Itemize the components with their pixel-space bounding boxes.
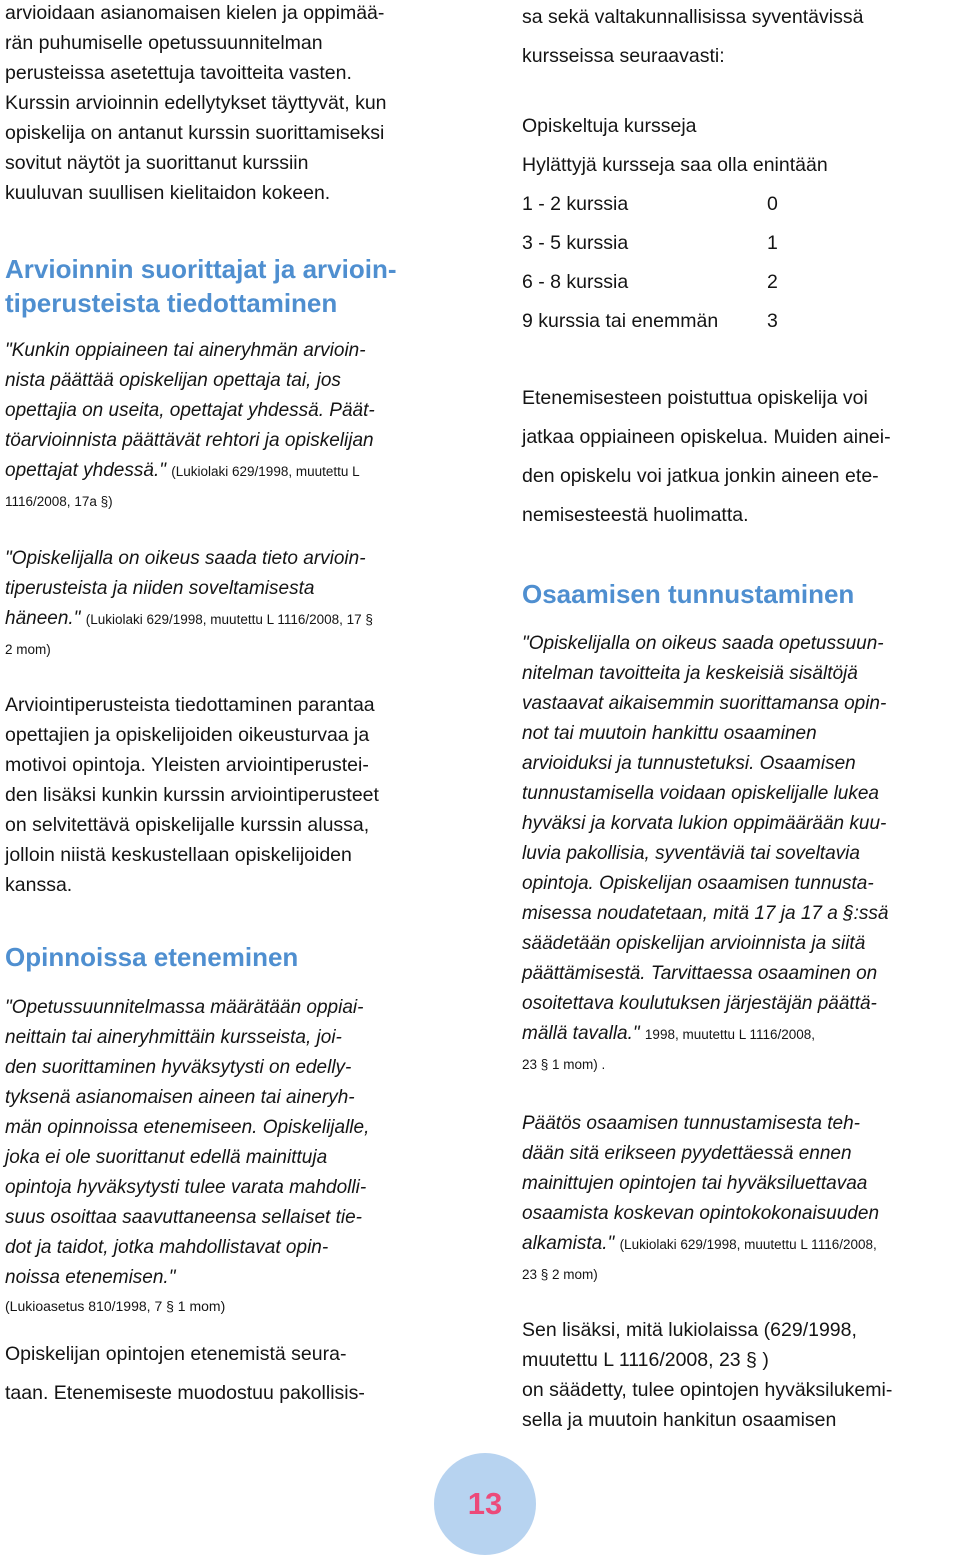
heading-arvioinnin-suorittajat: Arvioinnin suorittajat ja arvioin- tiperusteista tiedottaminen <box>5 254 397 318</box>
table-title: Opiskeltuja kursseja <box>522 115 697 137</box>
quote-oikeus-saada-tieto: "Opiskelijalla on oikeus saada tieto arvioin- tiperusteista ja niiden soveltamisesta häneen." (Lukiolaki 629/1998, muutettu L 1116/2008, 17 § 2 mom) <box>5 548 373 657</box>
legal-reference: (Lukiolaki 629/1998, muutettu L <box>171 464 360 479</box>
table-row: 9 kurssia tai enemmän 3 <box>522 310 778 332</box>
paragraph-etenemista: Opiskelijan opintojen etenemistä seura- taan. Etenemiseste muodostuu pakollisis- <box>5 1343 365 1404</box>
table-header: Hylättyjä kursseja saa olla enintään <box>522 154 828 176</box>
course-table <box>522 107 958 341</box>
course-limits-table <box>522 185 778 341</box>
heading-opinnoissa-eteneminen: Opinnoissa eteneminen <box>5 942 299 972</box>
paragraph-etenemisesteen: Etenemisesteen poistuttua opiskelija voi jatkaa oppiaineen opiskelua. Muiden ainei- den opiskelu voi jatkua jonkin aineen ete- nemisesteestä huolimatta. <box>522 387 891 526</box>
paragraph-tiedottaminen: Arviointiperusteista tiedottaminen parantaa opettajien ja opiskelijoiden oikeusturvaa ja motivoi opintoja. Yleisten arviointiperustei- den lisäksi kunkin kurssin arviointiperusteet on selvitettävä opiskelijalle kurssin alussa, jolloin niistä keskustellaan opiskelijoiden kanssa. <box>5 694 379 896</box>
intro-paragraph-right: sa sekä valtakunnallisissa syventävissä kursseissa seuraavasti: <box>522 6 864 67</box>
heading-osaamisen-tunnustaminen: Osaamisen tunnustaminen <box>522 579 855 609</box>
table-row: 3 - 5 kurssia 1 <box>522 232 778 254</box>
table-row: 1 - 2 kurssia 0 <box>522 193 778 215</box>
left-column <box>5 0 450 1413</box>
legal-reference: (Lukioasetus 810/1998, 7 § 1 mom) <box>5 1298 226 1314</box>
page-number-badge: 13 <box>434 1453 536 1555</box>
legal-reference: (Lukiolaki 629/1998, muutettu L 1116/2008, <box>619 1237 877 1252</box>
paragraph-sen-lisaksi: Sen lisäksi, mitä lukiolaissa (629/1998, muutettu L 1116/2008, 23 § ) on säädetty, tulee opintojen hyväksilukemi- sella ja muutoin hankitun osaamisen <box>522 1319 893 1431</box>
quote-opetussuunnitelmassa: "Opetussuunnitelmassa määrätään oppiai- neittain tai aineryhmittäin kursseista, joi- den suorittaminen hyväksytysti on edelly- tyksenä asianomaisen aineen tai aineryh- män opinnoissa etenemiseen. Opiskelijalle, joka ei ole suorittanut edellä mainittuja opintoja hyväksytysti tulee varata mahdolli- suus osoittaa saavuttaneensa sellaiset tie- dot ja taidot, jotka mahdollistavat opin- noissa etenemisen." <box>5 997 370 1288</box>
legal-reference: 23 § 2 mom) <box>522 1267 598 1282</box>
quote-osaamisen-tunnustaminen: "Opiskelijalla on oikeus saada opetussuun- nitelman tavoitteita ja keskeisiä sisältöjä vastaavat aikaisemmin suorittamansa opin- not tai muutoin hankittu osaaminen arvioiduksi ja tunnustetuksi. Osaamisen tunnustamisella voidaan opiskelijalle lukea hyväksi ja korvata lukion oppimäärään kuu- luvia pakollisia, syventäviä tai soveltavia opintoja. Opiskelijan osaamisen tunnusta- misessa noudatetaan, mitä 17 ja 17 a §:ssä säädetään opiskelijan arvioinnista ja siitä päättämisestä. Tarvittaessa osaaminen on osoitettava koulutuksen järjestäjän päättä- mällä tavalla." 1998, muutettu L 1116/2008, 23 § 1 mom) . <box>522 633 889 1072</box>
intro-paragraph: arvioidaan asianomaisen kielen ja oppimää- rän puhumiselle opetussuunnitelman perusteissa asetettuja tavoitteita vasten. Kurssin arvioinnin edellytykset täyttyvät, kun opiskelija on antanut kurssin suorittamiseksi sovitut näytöt ja suorittanut kurssiin kuuluvan suullisen kielitaidon kokeen. <box>5 2 387 204</box>
quote-paatos-osaamisen: Päätös osaamisen tunnustamisesta teh- dään sitä erikseen pyydettäessä ennen mainittujen opintojen tai hyväksiluettavaa osaamista koskevan opintokokonaisuuden alkamista." (Lukiolaki 629/1998, muutettu L 1116/2008, 23 § 2 mom) <box>522 1113 880 1282</box>
legal-reference: (Lukiolaki 629/1998, muutettu L 1116/2008, 17 § <box>85 612 373 627</box>
right-column <box>522 0 958 1435</box>
quote-kunkin-oppiaineen: "Kunkin oppiaineen tai aineryhmän arvioin- nista päättää opiskelijan opettaja tai, jos opettajia on useita, opettajat yhdessä. Päät- töarvioinnista päättävät rehtori ja opiskelijan opettajat yhdessä." (Lukiolaki 629/1998, muutettu L 1116/2008, 17a §) <box>5 340 375 509</box>
legal-reference: 2 mom) <box>5 642 51 657</box>
legal-reference: 1998, muutettu L 1116/2008, <box>644 1027 816 1042</box>
table-row: 6 - 8 kurssia 2 <box>522 271 778 293</box>
legal-reference: 1116/2008, 17a §) <box>5 494 113 509</box>
legal-reference: 23 § 1 mom) . <box>522 1057 606 1072</box>
